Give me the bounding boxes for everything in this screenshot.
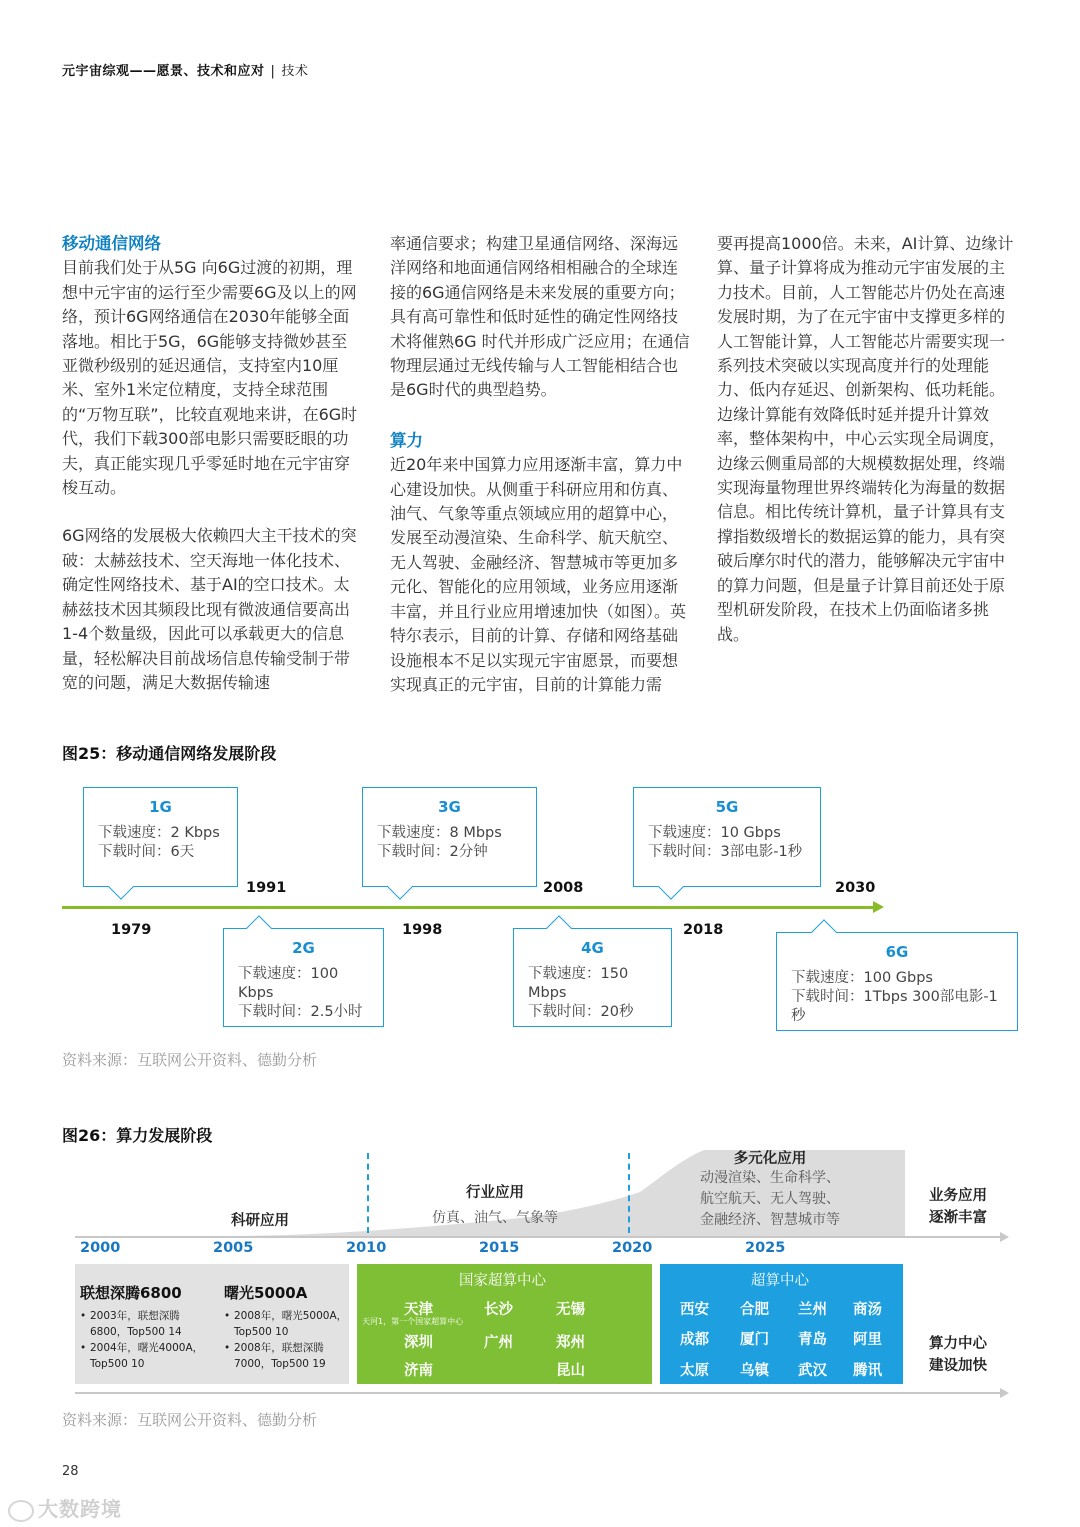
generation-label: 2G <box>292 939 315 957</box>
phase-subtitle: 仿真、油气、气象等 <box>432 1210 558 1226</box>
label-business-growth <box>918 1185 998 1229</box>
paragraph: 近20年来中国算力应用逐渐丰富，算力中心建设加快。从侧重于科研应用和仿真、油气、气象等重点领域应用的超算中心，发展至动漫渲染、生命科学、航天航空、无人驾驶、金融经济、智慧城市等更加多元化、智能化的应用领域，业务应用逐渐丰富，并且行业应用增速加快（如图）。英特尔表示，目前的计算、存储和网络基础设施根本不足以实现元宇宙愿景，而要想实现真正的元宇宙，目前的计算能力需 <box>390 455 687 694</box>
city-label: 腾讯 <box>853 1363 882 1379</box>
system-title: 曙光5000A <box>224 1284 308 1302</box>
download-speed: 下载速度：2 Kbps <box>98 825 220 841</box>
download-time: 下载时间：2.5小时 <box>238 1004 363 1020</box>
label-line: 业务应用 <box>929 1188 987 1204</box>
download-time: 下载时间：2分钟 <box>377 844 488 860</box>
lower-axis-line <box>75 1392 1003 1394</box>
phase-title: 行业应用 <box>466 1185 524 1201</box>
watermark-logo-icon <box>8 1500 34 1522</box>
generation-label: 3G <box>438 798 461 816</box>
download-speed: 下载速度：100 Gbps <box>791 970 933 986</box>
download-speed: 下载速度：100 Kbps <box>238 966 339 1001</box>
timeline-year: 2008 <box>543 880 584 896</box>
generation-box-2g <box>223 928 384 1027</box>
city-label: 青岛 <box>798 1332 827 1348</box>
watermark-text: 大数跨境 <box>38 1497 122 1521</box>
system-list <box>224 1308 348 1372</box>
download-speed: 下载速度：8 Mbps <box>377 825 502 841</box>
timeline-year: 1979 <box>111 922 152 938</box>
paragraph: 率通信要求；构建卫星通信网络、深海远洋网络和地面通信网络相相融合的全球连接的6G通信网络是未来发展的重要方向；具有高可靠性和低时延性的确定性网络技术将催熟6G 时代并形成广泛应用；在通信物理层通过无线传输与人工智能相结合也是6G时代的典型趋势。 <box>390 234 690 400</box>
figure-26-source: 资料来源：互联网公开资料、德勤分析 <box>62 1411 318 1429</box>
phase-line: 金融经济、智慧城市等 <box>700 1212 840 1228</box>
generation-label: 5G <box>715 798 739 816</box>
section-heading-computing-power: 算力 <box>390 430 423 450</box>
download-time: 下载时间：3部电影-1秒 <box>648 844 803 860</box>
city-label: 长沙 <box>484 1302 513 1318</box>
city-label: 厦门 <box>740 1332 769 1348</box>
generation-label: 6G <box>885 943 909 961</box>
city-label: 济南 <box>404 1363 433 1379</box>
figure-25-source: 资料来源：互联网公开资料、德勤分析 <box>62 1051 318 1069</box>
list-item: • 2003年，联想深腾6800，Top500 14 <box>80 1308 215 1340</box>
generation-label: 4G <box>581 939 604 957</box>
text-column-1 <box>62 232 362 695</box>
city-label: 西安 <box>680 1302 709 1318</box>
download-time: 下载时间：20秒 <box>528 1004 634 1020</box>
paragraph: 目前我们处于从5G 向6G过渡的初期，理想中元宇宙的运行至少需要6G及以上的网络，预计6G网络通信在2030年能够全面落地。相比于5G，6G能够支持微妙甚至亚微秒级别的延迟通信，支持室内10厘米、室外1米定位精度，支持全球范围的“万物互联”，比较直观地来讲，在6G时代，我们下载300部电影只需要眨眼的功夫，真正能实现几乎零延时地在元宇宙穿梭互动。 <box>62 258 358 498</box>
running-header <box>62 60 308 79</box>
city-label: 乌镇 <box>740 1363 769 1379</box>
download-time: 下载时间：6天 <box>98 844 195 860</box>
system-title: 联想深腾6800 <box>80 1284 182 1302</box>
city-label: 太原 <box>680 1363 709 1379</box>
city-label: 无锡 <box>556 1302 585 1318</box>
phase-title: 科研应用 <box>231 1213 289 1229</box>
timeline-year: 1998 <box>402 922 443 938</box>
city-label: 天津 <box>404 1302 433 1318</box>
phase-line: 动漫渲染、生命科学、 <box>700 1170 840 1186</box>
panel-title: 超算中心 <box>751 1273 809 1289</box>
phase-line: 航空航天、无人驾驶、 <box>700 1191 840 1207</box>
list-item: • 2008年，曙光5000A，Top500 10 <box>224 1308 348 1340</box>
generation-box-6g <box>776 932 1018 1031</box>
paragraph: 6G网络的发展极大依赖四大主干技术的突破：太赫兹技术、空天海地一体化技术、确定性网络技术、基于AI的空口技术。太赫兹技术因其频段比现有微波通信要高出1-4个数量级，因此可以承载更大的信息量，轻松解决目前战场信息传输受制于带宽的问题，满足大数据传输速 <box>62 526 357 692</box>
section-heading-mobile-network: 移动通信网络 <box>62 234 161 253</box>
axis-year: 2005 <box>213 1240 254 1256</box>
city-label: 广州 <box>484 1335 513 1351</box>
label-line: 建设加快 <box>929 1358 987 1374</box>
lower-axis-arrow-icon <box>1000 1388 1009 1398</box>
figure-25-title: 图25：移动通信网络发展阶段 <box>62 744 277 763</box>
city-label: 商汤 <box>853 1302 882 1318</box>
figure-26-title: 图26：算力发展阶段 <box>62 1126 213 1145</box>
axis-year: 2015 <box>479 1240 520 1256</box>
download-speed: 下载速度：10 Gbps <box>648 825 781 841</box>
phase-industry <box>410 1181 580 1229</box>
header-title: 元宇宙综观——愿景、技术和应对 <box>62 64 265 79</box>
phase-research <box>200 1209 320 1230</box>
phase-divider <box>367 1153 369 1233</box>
page-number: 28 <box>62 1464 79 1479</box>
generation-box-3g <box>362 787 537 887</box>
city-label: 阿里 <box>853 1332 882 1348</box>
city-label: 武汉 <box>798 1363 827 1379</box>
list-item: • 2008年，联想深腾7000，Top500 19 <box>224 1340 348 1372</box>
axis-year: 2020 <box>612 1240 653 1256</box>
label-center-construction <box>918 1333 998 1377</box>
text-column-2 <box>390 232 690 697</box>
axis-year: 2025 <box>745 1240 786 1256</box>
generation-label: 1G <box>149 798 172 816</box>
text-column-3 <box>717 232 1017 647</box>
paragraph: 要再提高1000倍。未来，AI计算、边缘计算、量子计算将成为推动元宇宙发展的主力技术。目前，人工智能芯片仍处在高速发展时期，为了在元宇宙中支撑更多样的人工智能计算，人工智能芯片需要实现一系列技术突破以实现高度并行的处理能力、低内存延迟、创新架构、低功耗能。边缘计算能有效降低时延并提升计算效率，整体架构中，中心云实现全局调度，边缘云侧重局部的大规模数据处理，终端实现海量物理世界终端转化为海量的数据信息。相比传统计算机，量子计算具有支撑指数级增长的数据运算的能力，具有突破后摩尔时代的潜力，能够解决元宇宙中的算力问题，但是量子计算目前还处于原型机研发阶段，在技术上仍面临诸多挑战。 <box>717 234 1014 644</box>
upper-axis-line <box>75 1236 1003 1238</box>
city-label: 成都 <box>680 1332 709 1348</box>
city-label: 郑州 <box>556 1335 585 1351</box>
header-separator: | <box>270 64 276 79</box>
panel-title: 国家超算中心 <box>459 1273 546 1289</box>
download-time: 下载时间：1Tbps 300部电影-1秒 <box>791 989 998 1024</box>
timeline-year: 2030 <box>835 880 876 896</box>
phase-divider <box>628 1153 630 1233</box>
axis-year: 2000 <box>80 1240 121 1256</box>
city-label: 深圳 <box>404 1335 433 1351</box>
generation-box-4g <box>513 928 672 1027</box>
generation-box-1g <box>83 787 238 887</box>
timeline-year: 1991 <box>246 880 287 896</box>
generation-box-5g <box>633 787 821 887</box>
download-speed: 下载速度：150 Mbps <box>528 966 629 1001</box>
footnote: 天河1，第一个国家超算中心 <box>362 1317 464 1326</box>
list-item: • 2004年，曙光4000A，Top500 10 <box>80 1340 215 1372</box>
timeline-arrow-icon <box>873 901 884 913</box>
phase-diverse <box>680 1147 860 1231</box>
timeline-axis <box>62 906 877 909</box>
watermark <box>8 1493 122 1522</box>
phase-title: 多元化应用 <box>733 1151 807 1167</box>
city-label: 合肥 <box>740 1302 769 1318</box>
axis-year: 2010 <box>346 1240 387 1256</box>
timeline-year: 2018 <box>683 922 724 938</box>
label-line: 算力中心 <box>929 1336 987 1352</box>
header-section: 技术 <box>281 64 309 79</box>
system-list <box>80 1308 215 1372</box>
city-label: 兰州 <box>798 1302 827 1318</box>
upper-axis-arrow-icon <box>1000 1232 1009 1242</box>
label-line: 逐渐丰富 <box>929 1210 987 1226</box>
city-label: 昆山 <box>556 1363 585 1379</box>
